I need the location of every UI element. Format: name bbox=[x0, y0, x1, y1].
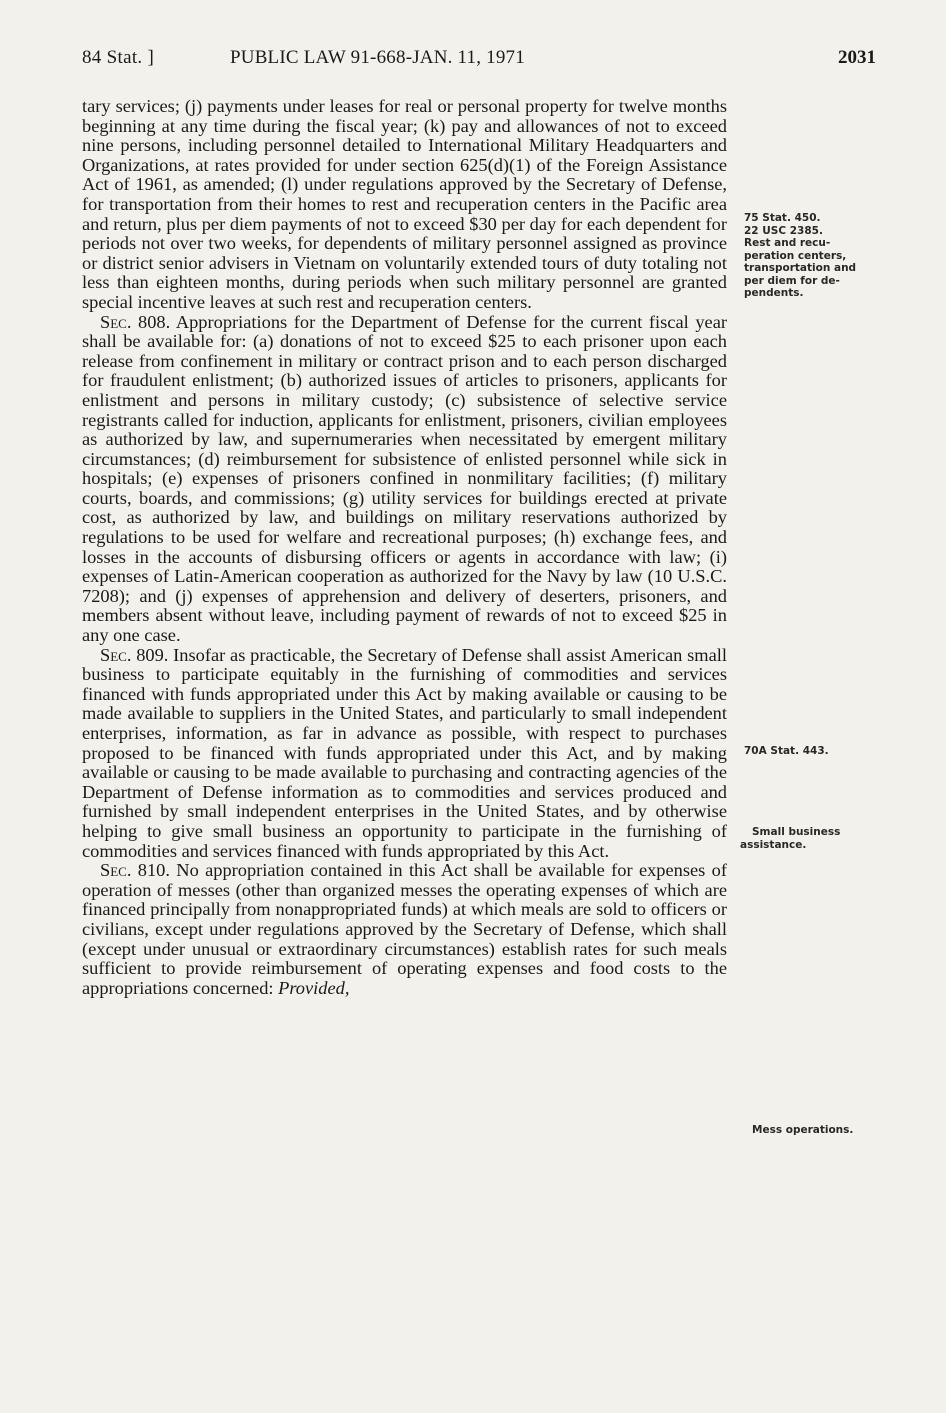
section-label: Sec. 809. bbox=[100, 644, 169, 665]
margin-note-mess-operations bbox=[752, 1124, 892, 1137]
paragraph-text: Insofar as practicable, the Secretary of Defense shall assist American small business to participate equitably in the furnishing of commodities and services financed with funds appropriated under this Act by making available or causing to be made available to suppliers in the United States, and particularly to small independent enterprises, information, as far in advance as possible, with respect to purchases proposed to be financed with funds appropriated under this Act, and by making available or causing to be made available to purchasing and contracting agencies of the Department of Defense information as to commodities and services produced and furnished by small independent enterprises in the United States, and by otherwise helping to give small business an opportunity to participate in the furnishing of commodities and services financed with funds appropriated by this Act. bbox=[82, 644, 727, 861]
margin-note-line: Mess operations. bbox=[752, 1124, 854, 1136]
public-law-title: PUBLIC LAW 91-668-JAN. 11, 1971 bbox=[230, 47, 525, 68]
section-label: Sec. 810. bbox=[100, 860, 170, 881]
section-809 bbox=[82, 646, 727, 862]
section-label: Sec. 808. bbox=[100, 311, 171, 332]
margin-note-line: 22 USC 2385. bbox=[744, 224, 823, 237]
running-header bbox=[82, 47, 880, 73]
margin-note-line: 75 Stat. 450. bbox=[744, 212, 821, 224]
statute-body bbox=[82, 97, 727, 998]
margin-note-line: Small business bbox=[752, 826, 841, 838]
section-808 bbox=[82, 313, 727, 646]
paragraph-text: Appropriations for the Department of Defense for the current fiscal year shall be available for: (a) donations of not to exceed $25 to each prisoner upon each release from confinement in military or contract prison and to each person discharged for fraudulent enlistment; (b) authorized issues of articles to prisoners, applicants for enlistment and persons in military custody; (c) subsistence of selective service registrants called for induction, applicants for enlistment, prisoners, civilian employees as authorized by law, and supernumeraries when necessitated by emergent military circumstances; (d) reimbursement for subsistence of enlisted personnel while sick in hospitals; (e) expenses of prisoners confined in nonmilitary facilities; (f) military courts, boards, and commissions; (g) utility services for buildings erected at private cost, as authorized by law, and buildings on military reservations authorized by regulations to be used for welfare and recreational purposes; (h) exchange fees, and losses in the accounts of disbursing officers or agents in accordance with law; (i) expenses of Latin-American cooperation as authorized for the Navy by law (10 U.S.C. 7208); and (j) expenses of apprehension and delivery of deserters, prisoners, and members absent without leave, including payment of rewards of not to exceed $25 in any one case. bbox=[82, 311, 727, 646]
margin-note-rest-recuperation bbox=[744, 212, 884, 300]
margin-note-line: Rest and recu- bbox=[744, 237, 831, 249]
margin-note-line: peration centers, bbox=[744, 249, 847, 262]
margin-note-line: 70A Stat. 443. bbox=[744, 745, 829, 757]
margin-note-line: pendents. bbox=[744, 287, 804, 299]
paragraph-continuation bbox=[82, 97, 727, 313]
paragraph-text: tary services; (j) payments under leases for real or personal property for twelve months beginning at any time during the fiscal year; (k) pay and allowances of not to exceed nine persons, including personnel detailed to International Military Headquarters and Organizations, at rates provided for under section 625(d)(1) of the Foreign Assistance Act of 1961, as amended; (l) under regulations approved by the Secretary of Defense, for transportation from their homes to rest and recuperation centers in the Pacific area and return, plus per diem payments of not to exceed $30 per day for each dependent for periods not over two weeks, for dependents of military personnel assigned as province or district senior advisers in Vietnam on voluntarily extended tours of duty totaling not less than eighteen months, during periods when such military personnel are granted special incentive leaves at such rest and recuperation centers. bbox=[82, 96, 727, 312]
margin-note-small-business bbox=[740, 826, 880, 851]
section-810 bbox=[82, 861, 727, 998]
provided-proviso: Provided, bbox=[278, 977, 350, 998]
page-number: 2031 bbox=[838, 47, 876, 68]
margin-note-line: per diem for de- bbox=[744, 274, 840, 287]
margin-note-line: transportation and bbox=[744, 262, 857, 274]
margin-note-line: assistance. bbox=[740, 838, 807, 851]
margin-note-70a-stat bbox=[744, 745, 884, 758]
volume-reference: 84 Stat. ] bbox=[82, 47, 155, 68]
paragraph-text: No appropriation contained in this Act shall be available for expenses of operation of messes (other than organized messes the operating expenses of which are financed principally from nonappropriated funds) at which meals are sold to officers or civilians, except under regulations approved by the Secretary of Defense, which shall (except under unusual or extraordinary circumstances) establish rates for such meals sufficient to provide reimbursement of operating expenses and food costs to the appropriations concerned: bbox=[82, 860, 727, 998]
